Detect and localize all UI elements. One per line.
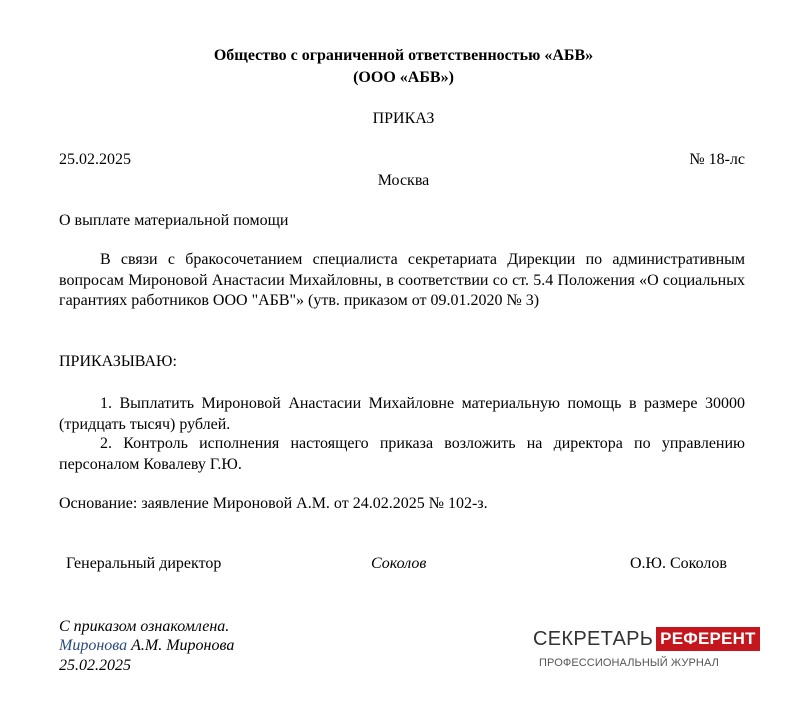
organization-full-name: Общество с ограниченной ответственностью «АБВ» — [213, 47, 594, 64]
preamble-paragraph: В связи с бракосочетанием специалиста секретариата Дирекции по административным вопросам Мироновой Анастасии Михайловны, в соответствии со ст. 5.4 Положения «О социальных гарантиях работников ООО "АБВ"» (утв. приказом от 09.01.2020 № 3) — [59, 251, 745, 309]
basis-line: Основание: заявление Мироновой А.М. от 24.02.2025 № 102-з. — [59, 495, 488, 512]
employee-name: А.М. Миронова — [131, 637, 235, 654]
document-date: 25.02.2025 — [59, 151, 131, 168]
organization-short-name: (ООО «АБВ») — [353, 69, 454, 86]
acquaintance-sign-line — [59, 636, 234, 655]
acquaintance-date: 25.02.2025 — [59, 657, 131, 674]
acquaintance-note: С приказом ознакомлена. — [59, 618, 230, 635]
logo-badge: РЕФЕРЕНТ — [656, 627, 759, 651]
journal-logo — [533, 627, 756, 675]
signatory-name: О.Ю. Соколов — [630, 555, 727, 572]
logo-word: СЕКРЕТАРЬ — [533, 628, 654, 650]
order-item-1: 1. Выплатить Мироновой Анастасии Михайловне материальную помощь в размере 30000 (тридцать тысяч) рублей. — [59, 395, 745, 433]
logo-title-row — [533, 627, 760, 651]
document-city: Москва — [377, 172, 430, 189]
order-item-2: 2. Контроль исполнения настоящего приказа возложить на директора по управлению персоналом Ковалеву Г.Ю. — [59, 435, 745, 473]
document-number: № 18-лс — [689, 151, 745, 168]
signatory-signature: Соколов — [371, 555, 427, 572]
document-subject: О выплате материальной помощи — [59, 212, 289, 229]
document-type: ПРИКАЗ — [372, 110, 435, 127]
employee-signature: Миронова — [59, 637, 128, 654]
logo-subtitle: ПРОФЕССИОНАЛЬНЫЙ ЖУРНАЛ — [539, 657, 719, 669]
signatory-position: Генеральный директор — [66, 555, 222, 572]
order-word: ПРИКАЗЫВАЮ: — [59, 353, 177, 370]
